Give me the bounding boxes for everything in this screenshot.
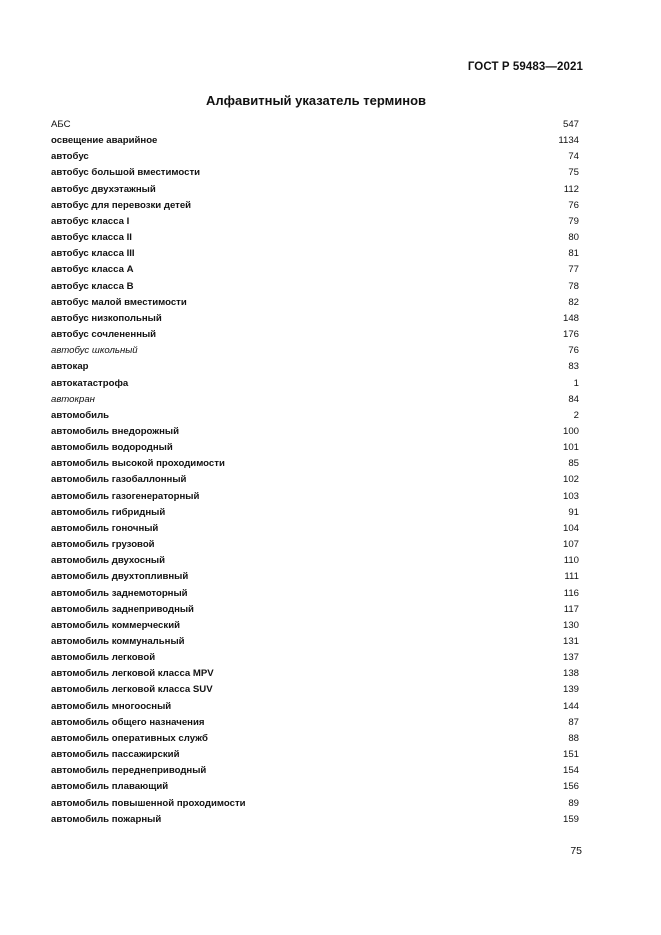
- index-term: автобус большой вместимости: [51, 167, 201, 179]
- index-term: автомобиль коммунальный: [51, 636, 185, 647]
- index-term: автобус низкопольный: [51, 312, 162, 324]
- index-entry: [51, 812, 579, 828]
- index-term: освещение аварийное: [51, 135, 158, 147]
- index-entry: [51, 602, 579, 618]
- index-entry: [51, 327, 579, 343]
- index-term: автобус класса III: [51, 248, 135, 260]
- index-entry: [51, 133, 579, 149]
- index-entry: [51, 343, 579, 359]
- index-term: автомобиль водородный: [51, 442, 173, 454]
- index-term: автобус сочлененный: [51, 329, 157, 341]
- index-page-ref: 101: [562, 442, 579, 454]
- index-term: автомобиль переднеприводный: [51, 765, 207, 777]
- index-term: автомобиль плавающий: [51, 781, 169, 793]
- index-entry: [51, 747, 579, 763]
- index-entry: [51, 214, 579, 230]
- index-entry: [51, 262, 579, 278]
- document-code: ГОСТ Р 59483—2021: [467, 61, 583, 73]
- index-term: автокатастрофа: [51, 377, 129, 389]
- index-entry: [51, 279, 579, 295]
- index-page-ref: 107: [562, 539, 579, 551]
- index-entry: [51, 537, 579, 553]
- index-term: автобус класса B: [51, 280, 134, 292]
- index-entry: [51, 618, 579, 634]
- index-term: автомобиль легковой класса MPV: [51, 668, 214, 680]
- index-page-ref: 116: [563, 587, 579, 599]
- index-entry: [51, 489, 579, 505]
- index-entry: [51, 198, 579, 214]
- index-entry: [51, 505, 579, 521]
- index-page-ref: 131: [562, 636, 579, 647]
- index-entry: [51, 666, 579, 682]
- index-page-ref: 176: [562, 329, 579, 341]
- index-term: АБС: [51, 119, 71, 130]
- index-page-ref: 112: [563, 183, 579, 195]
- index-entry: [51, 682, 579, 698]
- index-entry: [51, 731, 579, 747]
- index-term: автомобиль грузовой: [51, 539, 155, 551]
- index-page-ref: 1: [573, 377, 579, 389]
- index-entry: [51, 763, 579, 779]
- index-page-ref: 84: [568, 393, 579, 405]
- index-term: автобус для перевозки детей: [51, 199, 192, 211]
- index-page-ref: 144: [562, 700, 579, 712]
- index-term: автомобиль оперативных служб: [51, 732, 208, 744]
- index-term: автомобиль пожарный: [51, 813, 162, 825]
- index-term: автобус двухэтажный: [51, 183, 156, 195]
- term-index-list: [51, 117, 579, 828]
- index-page-ref: 104: [562, 522, 579, 534]
- index-term: автомобиль общего назначения: [51, 716, 205, 728]
- index-term: автомобиль легковой класса SUV: [51, 684, 213, 696]
- page-number: 75: [570, 845, 582, 857]
- index-page-ref: 2: [573, 409, 579, 421]
- index-term: автобус класса A: [51, 264, 134, 276]
- index-page-ref: 547: [562, 119, 579, 130]
- index-term: автобус класса II: [51, 232, 132, 244]
- index-page-ref: 151: [562, 749, 579, 761]
- index-page-ref: 159: [562, 813, 579, 825]
- index-entry: [51, 149, 579, 165]
- index-term: автокар: [51, 361, 89, 373]
- page-title: Алфавитный указатель терминов: [205, 93, 427, 108]
- index-page-ref: 154: [562, 765, 579, 777]
- index-page-ref: 87: [568, 716, 579, 728]
- index-entry: [51, 408, 579, 424]
- index-page-ref: 91: [568, 506, 579, 518]
- index-entry: [51, 359, 579, 375]
- index-term: автомобиль двухтопливный: [51, 571, 189, 583]
- index-page-ref: 139: [562, 684, 579, 696]
- index-page-ref: 74: [568, 151, 579, 163]
- index-page-ref: 117: [563, 603, 579, 615]
- index-page-ref: 76: [568, 199, 579, 211]
- index-page-ref: 1134: [558, 135, 579, 147]
- index-term: автомобиль заднемоторный: [51, 587, 188, 599]
- index-term: автобус школьный: [51, 345, 138, 357]
- index-entry: [51, 165, 579, 181]
- index-entry: [51, 472, 579, 488]
- index-page-ref: 138: [562, 668, 579, 680]
- index-term: автомобиль газогенераторный: [51, 490, 200, 502]
- index-page-ref: 100: [562, 425, 579, 437]
- index-term: автомобиль: [51, 409, 110, 421]
- index-entry: [51, 424, 579, 440]
- index-page-ref: 89: [568, 797, 579, 809]
- index-term: автомобиль пассажирский: [51, 749, 180, 761]
- index-entry: [51, 440, 579, 456]
- index-page-ref: 79: [568, 215, 579, 227]
- index-term: автомобиль многоосный: [51, 700, 172, 712]
- index-page-ref: 78: [568, 280, 579, 292]
- index-page-ref: 148: [562, 312, 579, 324]
- index-entry: [51, 796, 579, 812]
- index-page-ref: 82: [568, 296, 579, 308]
- index-page-ref: 103: [562, 490, 579, 502]
- index-term: автобус класса I: [51, 215, 130, 227]
- index-page-ref: 137: [562, 652, 579, 664]
- index-term: автомобиль легковой: [51, 652, 156, 664]
- index-entry: [51, 311, 579, 327]
- index-page-ref: 111: [564, 571, 579, 583]
- index-entry: [51, 586, 579, 602]
- index-entry: [51, 715, 579, 731]
- index-page-ref: 85: [568, 458, 579, 470]
- index-page-ref: 81: [568, 248, 579, 260]
- index-page-ref: 102: [562, 474, 579, 486]
- index-entry: [51, 456, 579, 472]
- index-entry: [51, 521, 579, 537]
- index-entry: [51, 569, 579, 585]
- index-page-ref: 77: [568, 264, 579, 276]
- index-entry: [51, 699, 579, 715]
- index-page-ref: 83: [568, 361, 579, 373]
- index-term: автобус: [51, 151, 89, 163]
- index-page-ref: 76: [568, 345, 579, 357]
- index-term: автокран: [51, 393, 95, 405]
- index-page-ref: 156: [562, 781, 579, 793]
- index-page-ref: 88: [568, 732, 579, 744]
- index-term: автомобиль гоночный: [51, 522, 159, 534]
- index-page-ref: 80: [568, 232, 579, 244]
- index-entry: [51, 295, 579, 311]
- index-page-ref: 75: [568, 167, 579, 179]
- index-entry: [51, 376, 579, 392]
- index-page-ref: 110: [563, 555, 579, 567]
- index-entry: [51, 553, 579, 569]
- index-entry: [51, 779, 579, 795]
- index-term: автомобиль коммерческий: [51, 619, 180, 631]
- index-entry: [51, 650, 579, 666]
- index-term: автомобиль газобаллонный: [51, 474, 187, 486]
- index-entry: [51, 182, 579, 198]
- index-entry: [51, 246, 579, 262]
- index-term: автобус малой вместимости: [51, 296, 187, 308]
- index-entry: [51, 392, 579, 408]
- index-term: автомобиль двухосный: [51, 555, 165, 567]
- index-term: автомобиль внедорожный: [51, 425, 179, 437]
- index-entry: [51, 230, 579, 246]
- index-term: автомобиль высокой проходимости: [51, 458, 225, 470]
- index-entry: [51, 634, 579, 650]
- index-term: автомобиль заднеприводный: [51, 603, 194, 615]
- index-term: автомобиль повышенной проходимости: [51, 797, 246, 809]
- index-entry: [51, 117, 579, 133]
- index-term: автомобиль гибридный: [51, 506, 166, 518]
- index-page-ref: 130: [562, 619, 579, 631]
